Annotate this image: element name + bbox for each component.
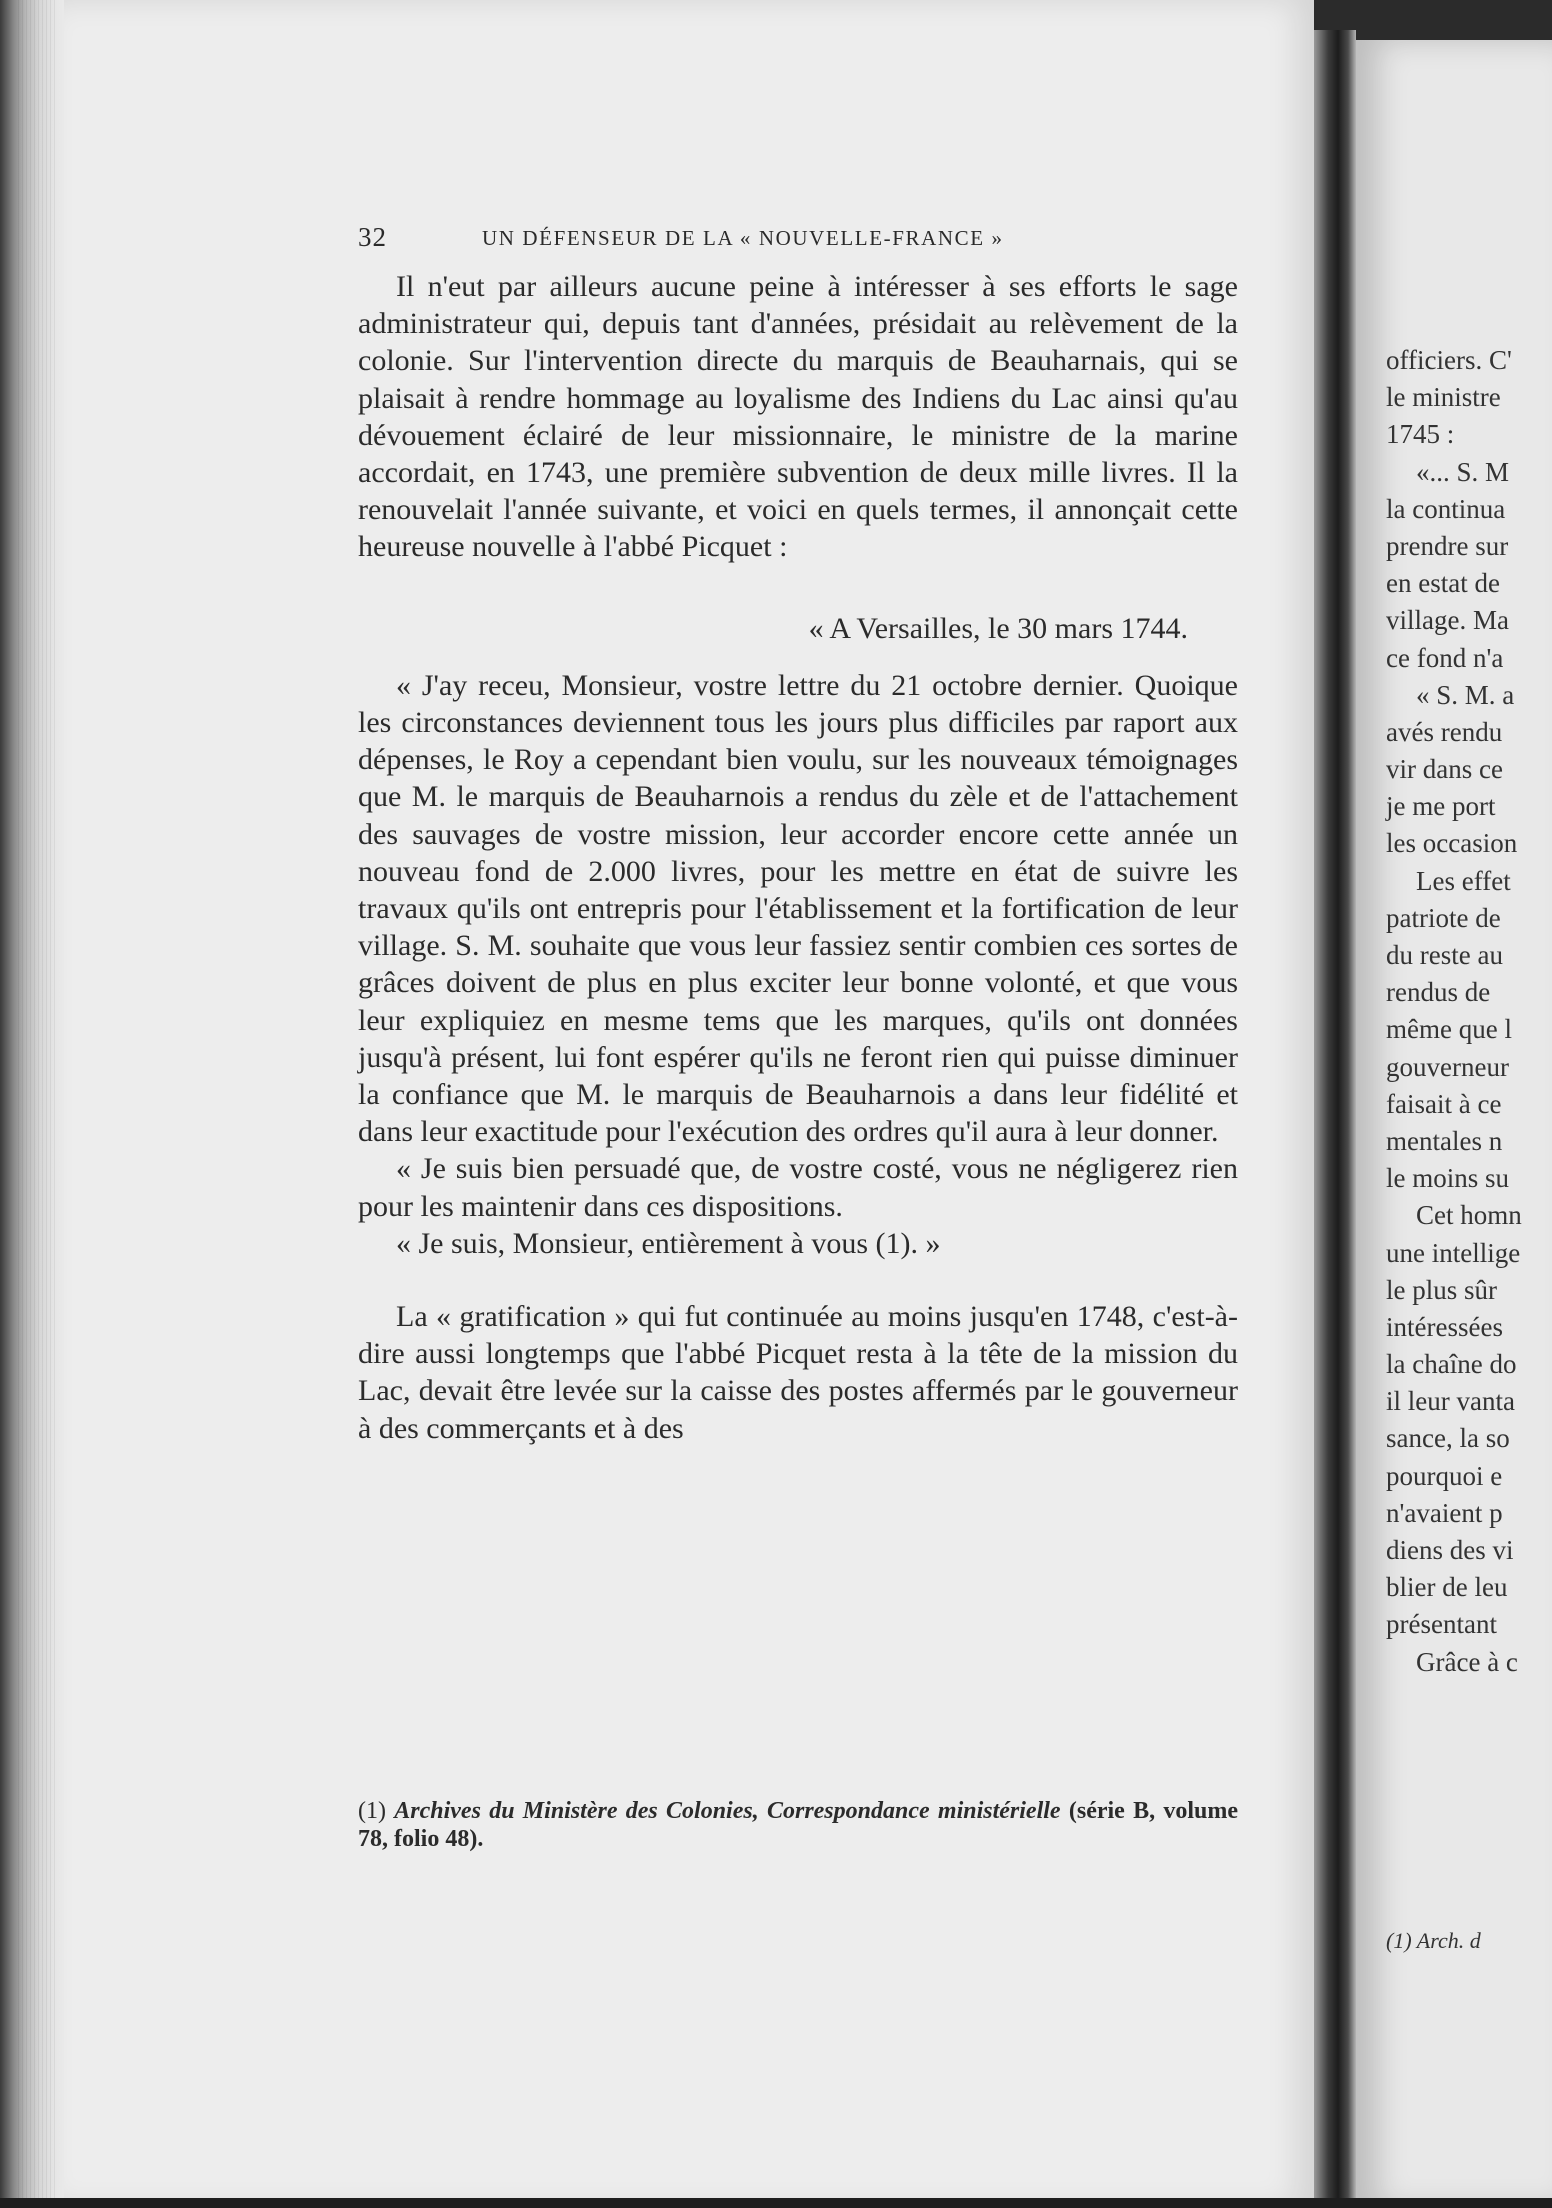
- right-page-line: rendus de: [1386, 977, 1491, 1008]
- left-page-stack-edge: [0, 0, 70, 2208]
- right-page-line: la continua: [1386, 493, 1506, 524]
- right-page-footnote-fragment: (1) Arch. d: [1386, 1928, 1481, 1953]
- right-page-line: en estat de: [1386, 568, 1500, 599]
- right-page-line: du reste au: [1386, 940, 1503, 970]
- page-edge-lines: [18, 0, 58, 2208]
- right-page-line: sance, la so: [1386, 1423, 1510, 1454]
- right-page-line: le plus sûr: [1386, 1274, 1497, 1305]
- letter-signoff: « Je suis, Monsieur, entièrement à vous (1). »: [396, 1226, 941, 1260]
- letter-paragraph: « Je suis bien persuadé que, de vostre costé, vous ne négligerez rien pour les maintenir dans ces dispositions.: [358, 1152, 1238, 1223]
- letter-paragraph: « J'ay receu, Monsieur, vostre lettre du 21 octobre dernier. Quoique les circonstances deviennent tous les jours plus difficiles par raport aux dépenses, le Roy a cependant bien voulu, sur les nouveaux témoignages que M. le marquis de Beauharnois a rendus du zèle et de l'attachement des sauvages de vostre mission, leur accorder encore cette année un nouveau fond de 2.000 livres, pour les mettre en état de suivre les travaux qu'ils ont entrepris pour l'établissement et la fortification de leur village. S. M. souhaite que vous leur fassiez sentir combien ces sortes de grâces doivent de plus en plus exciter leur bonne volonté, et que vous leur expliquiez en mesme tems que les marques, qu'ils ont données jusqu'à présent, lui font espérer qu'ils ne feront rien qui puisse diminuer la confiance que M. le marquis de Beauharnois a dans leur fidélité et dans leur exactitude pour l'exécution des ordres qu'il aura à leur donner.: [358, 668, 1238, 1149]
- paragraph-gap: [358, 1262, 1238, 1298]
- right-page-line: pourquoi e: [1386, 1460, 1503, 1491]
- right-page-line: «... S. M: [1416, 456, 1510, 487]
- book-gutter: [1314, 30, 1356, 2208]
- right-page-line: le ministre: [1386, 382, 1501, 413]
- main-text-block: [358, 268, 1238, 1447]
- right-page-line: officiers. C': [1386, 345, 1512, 375]
- right-page-line: 1745 :: [1386, 419, 1455, 450]
- right-page-line: mentales n: [1386, 1125, 1503, 1156]
- letter-dateline: « A Versailles, le 30 mars 1744.: [808, 611, 1188, 645]
- closing-paragraph: La « gratification » qui fut continuée au moins jusqu'en 1748, c'est-à-dire aussi longtemps que l'abbé Picquet resta à la tête de la mission du Lac, devait être levée sur la caisse des postes affermés par le gouverneur à des commerçants et à des: [358, 1300, 1238, 1445]
- footnote: [358, 1797, 1238, 1853]
- footnote-marker: (1): [358, 1798, 386, 1824]
- right-page-line: avés rendu: [1386, 716, 1503, 747]
- page-number: 32: [358, 222, 387, 252]
- right-page-line: Cet homn: [1416, 1200, 1522, 1231]
- right-page-line: je me port: [1386, 791, 1496, 822]
- right-page-line: ce fond n'a: [1386, 642, 1504, 673]
- right-page-line: une intellige: [1386, 1237, 1521, 1268]
- footnote-source-detail: (série B, volume 78, folio 48).: [358, 1798, 1239, 1852]
- bottom-scan-border: [0, 2198, 1552, 2208]
- right-page-line: diens des vi: [1386, 1535, 1514, 1565]
- right-page-line: gouverneur: [1386, 1051, 1509, 1082]
- running-head: UN DÉFENSEUR DE LA « NOUVELLE-FRANCE »: [482, 226, 1004, 250]
- right-page-line: n'avaient p: [1386, 1497, 1503, 1528]
- right-page-line: vir dans ce: [1386, 754, 1503, 785]
- right-page-line: présentant: [1386, 1609, 1497, 1640]
- right-page-line: faisait à ce: [1386, 1088, 1502, 1119]
- right-page-line: la chaîne do: [1386, 1349, 1517, 1380]
- right-page: [1356, 40, 1552, 2208]
- right-page-line: Grâce à c: [1416, 1646, 1518, 1677]
- intro-paragraph: Il n'eut par ailleurs aucune peine à intéresser à ses efforts le sage administrateur qui, depuis tant d'années, présidait au relèvement de la colonie. Sur l'intervention directe du marquis de Beauharnais, qui se plaisait à rendre hommage au loyalisme des Indiens du Lac ainsi qu'au dévouement éclairé de leur missionnaire, le ministre de la marine accordait, en 1743, une première subvention de deux mille livres. Il la renouvelait l'année suivante, et voici en quels termes, il annonçait cette heureuse nouvelle à l'abbé Picquet :: [358, 270, 1238, 564]
- right-page-line: le moins su: [1386, 1163, 1510, 1194]
- right-page-line: Les effet: [1416, 865, 1511, 896]
- right-page-line: « S. M. a: [1416, 679, 1515, 710]
- footnote-source-title: Archives du Ministère des Colonies, Correspondance ministérielle: [394, 1798, 1061, 1824]
- right-page-line: blier de leu: [1386, 1572, 1508, 1603]
- right-page-line: les occasion: [1386, 828, 1518, 859]
- right-page-text-fragment: [1386, 342, 1552, 1681]
- right-page-line: patriote de: [1386, 902, 1501, 933]
- right-page-line: intéressées: [1386, 1311, 1503, 1342]
- right-page-line: même que l: [1386, 1014, 1512, 1045]
- right-page-line: prendre sur: [1386, 530, 1509, 561]
- right-page-line: village. Ma: [1386, 605, 1509, 636]
- right-page-line: il leur vanta: [1386, 1386, 1515, 1417]
- page-header: [358, 222, 1238, 262]
